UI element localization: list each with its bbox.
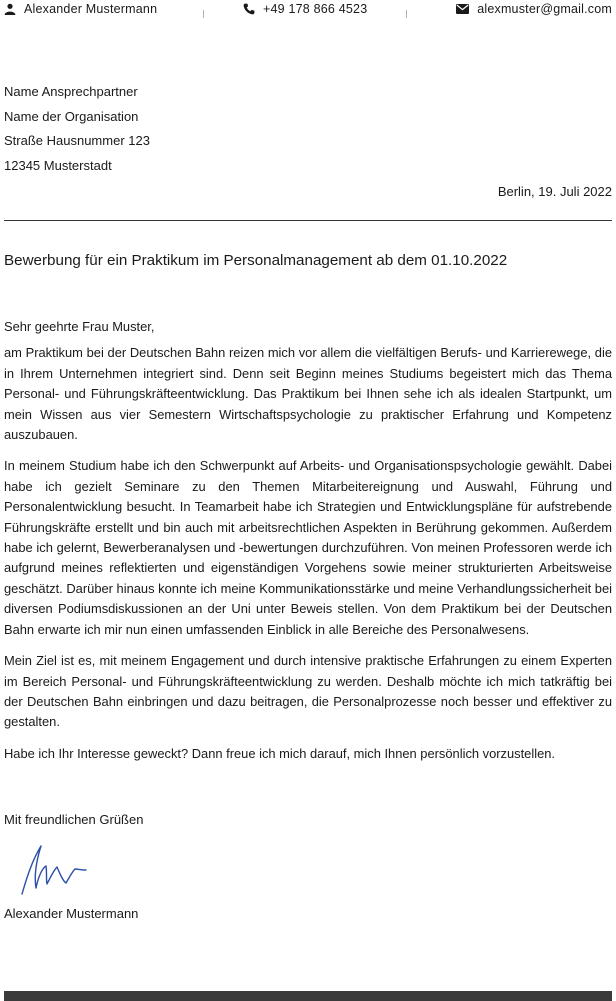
letter-date: Berlin, 19. Juli 2022 xyxy=(497,184,612,199)
divider-line xyxy=(4,220,612,221)
header-phone[interactable] xyxy=(243,2,367,16)
body-paragraph: In meinem Studium habe ich den Schwerpunkt auf Arbeits- und Organisationspsychologie gewählt. Dabei habe ich gezielt Seminare zu den Themen Mitarbeitereignung und Auswahl, Führung und Personalentwicklung besucht. In Teamarbeit habe ich Strategien und Entwicklungspläne für aufstrebende Führungskräfte erstellt und bin auch mit arbeitsrechtlichen Aspekten in Berührung gekommen. Außerdem habe ich gelernt, Bewerberanalysen und -bewertungen durchzuführen. Von meinen Professoren werde ich aufgrund meines reflektierten und eigenständigen Vorgehens sowie meiner strukturierten Arbeitsweise geschätzt. Darüber hinaus konnte ich meine Kommunikationsstärke und meine Verhandlungssicherheit bei diversen Podiumsdiskussionen an der Uni unter Beweis stellen. Von dem Praktikum bei der Deutschen Bahn erwarte ich mir nun einen umfassenden Einblick in alle Bereiche des Personalwesens. xyxy=(4,458,612,637)
recipient-city: 12345 Musterstadt xyxy=(4,157,112,173)
header-phone-text: +49 178 866 4523 xyxy=(263,2,368,16)
contact-header xyxy=(0,0,616,18)
phone-icon xyxy=(243,3,255,15)
recipient-street: Straße Hausnummer 123 xyxy=(4,133,150,148)
signature-name: Alexander Mustermann xyxy=(4,906,139,921)
letter-body xyxy=(4,317,612,775)
header-separator xyxy=(203,10,204,18)
body-paragraph: Mein Ziel ist es, mit meinem Engagement und durch intensive praktische Erfahrungen zu einem Experten im Bereich Personal- und Führungskräfteentwicklung zu werden. Deshalb möchte ich mich tatkräftig bei der Deutschen Bahn einbringen und dazu beitragen, die Personalprozesse noch besser und effektiver zu gestalten. xyxy=(4,653,612,730)
person-icon xyxy=(4,3,16,15)
recipient-organisation: Name der Organisation xyxy=(4,108,139,124)
salutation: Sehr geehrte Frau Muster, xyxy=(4,319,155,334)
closing-phrase: Mit freundlichen Grüßen xyxy=(4,812,144,827)
recipient-contact: Name Ansprechpartner xyxy=(4,84,138,99)
header-email-text: alexmuster@gmail.com xyxy=(477,2,612,16)
mail-icon xyxy=(456,4,469,14)
header-name-text: Alexander Mustermann xyxy=(24,2,158,16)
header-separator xyxy=(406,10,407,18)
recipient-address xyxy=(4,84,150,182)
body-paragraph: Habe ich Ihr Interesse geweckt? Dann freue ich mich darauf, mich Ihnen persönlich vorzustellen. xyxy=(4,745,555,761)
footer-bar xyxy=(4,991,612,1001)
handwritten-signature xyxy=(14,840,104,900)
header-name xyxy=(4,2,157,16)
body-paragraph: am Praktikum bei der Deutschen Bahn reizen mich vor allem die vielfältigen Berufs- und Karrierewege, die in Ihrem Unternehmen integriert sind. Denn seit Beginn meines Studiums begeistert mich das Thema Personal- und Führungskräfteentwicklung. Das Praktikum bei Ihnen sehe ich als idealen Startpunkt, um mein Wissen aus vier Semestern Wirtschaftspsychologie zu praktischer Erfahrung und Kompetenz auszubauen. xyxy=(4,345,612,443)
header-email[interactable] xyxy=(456,2,612,16)
letter-subject: Bewerbung für ein Praktikum im Personalmanagement ab dem 01.10.2022 xyxy=(4,252,508,269)
